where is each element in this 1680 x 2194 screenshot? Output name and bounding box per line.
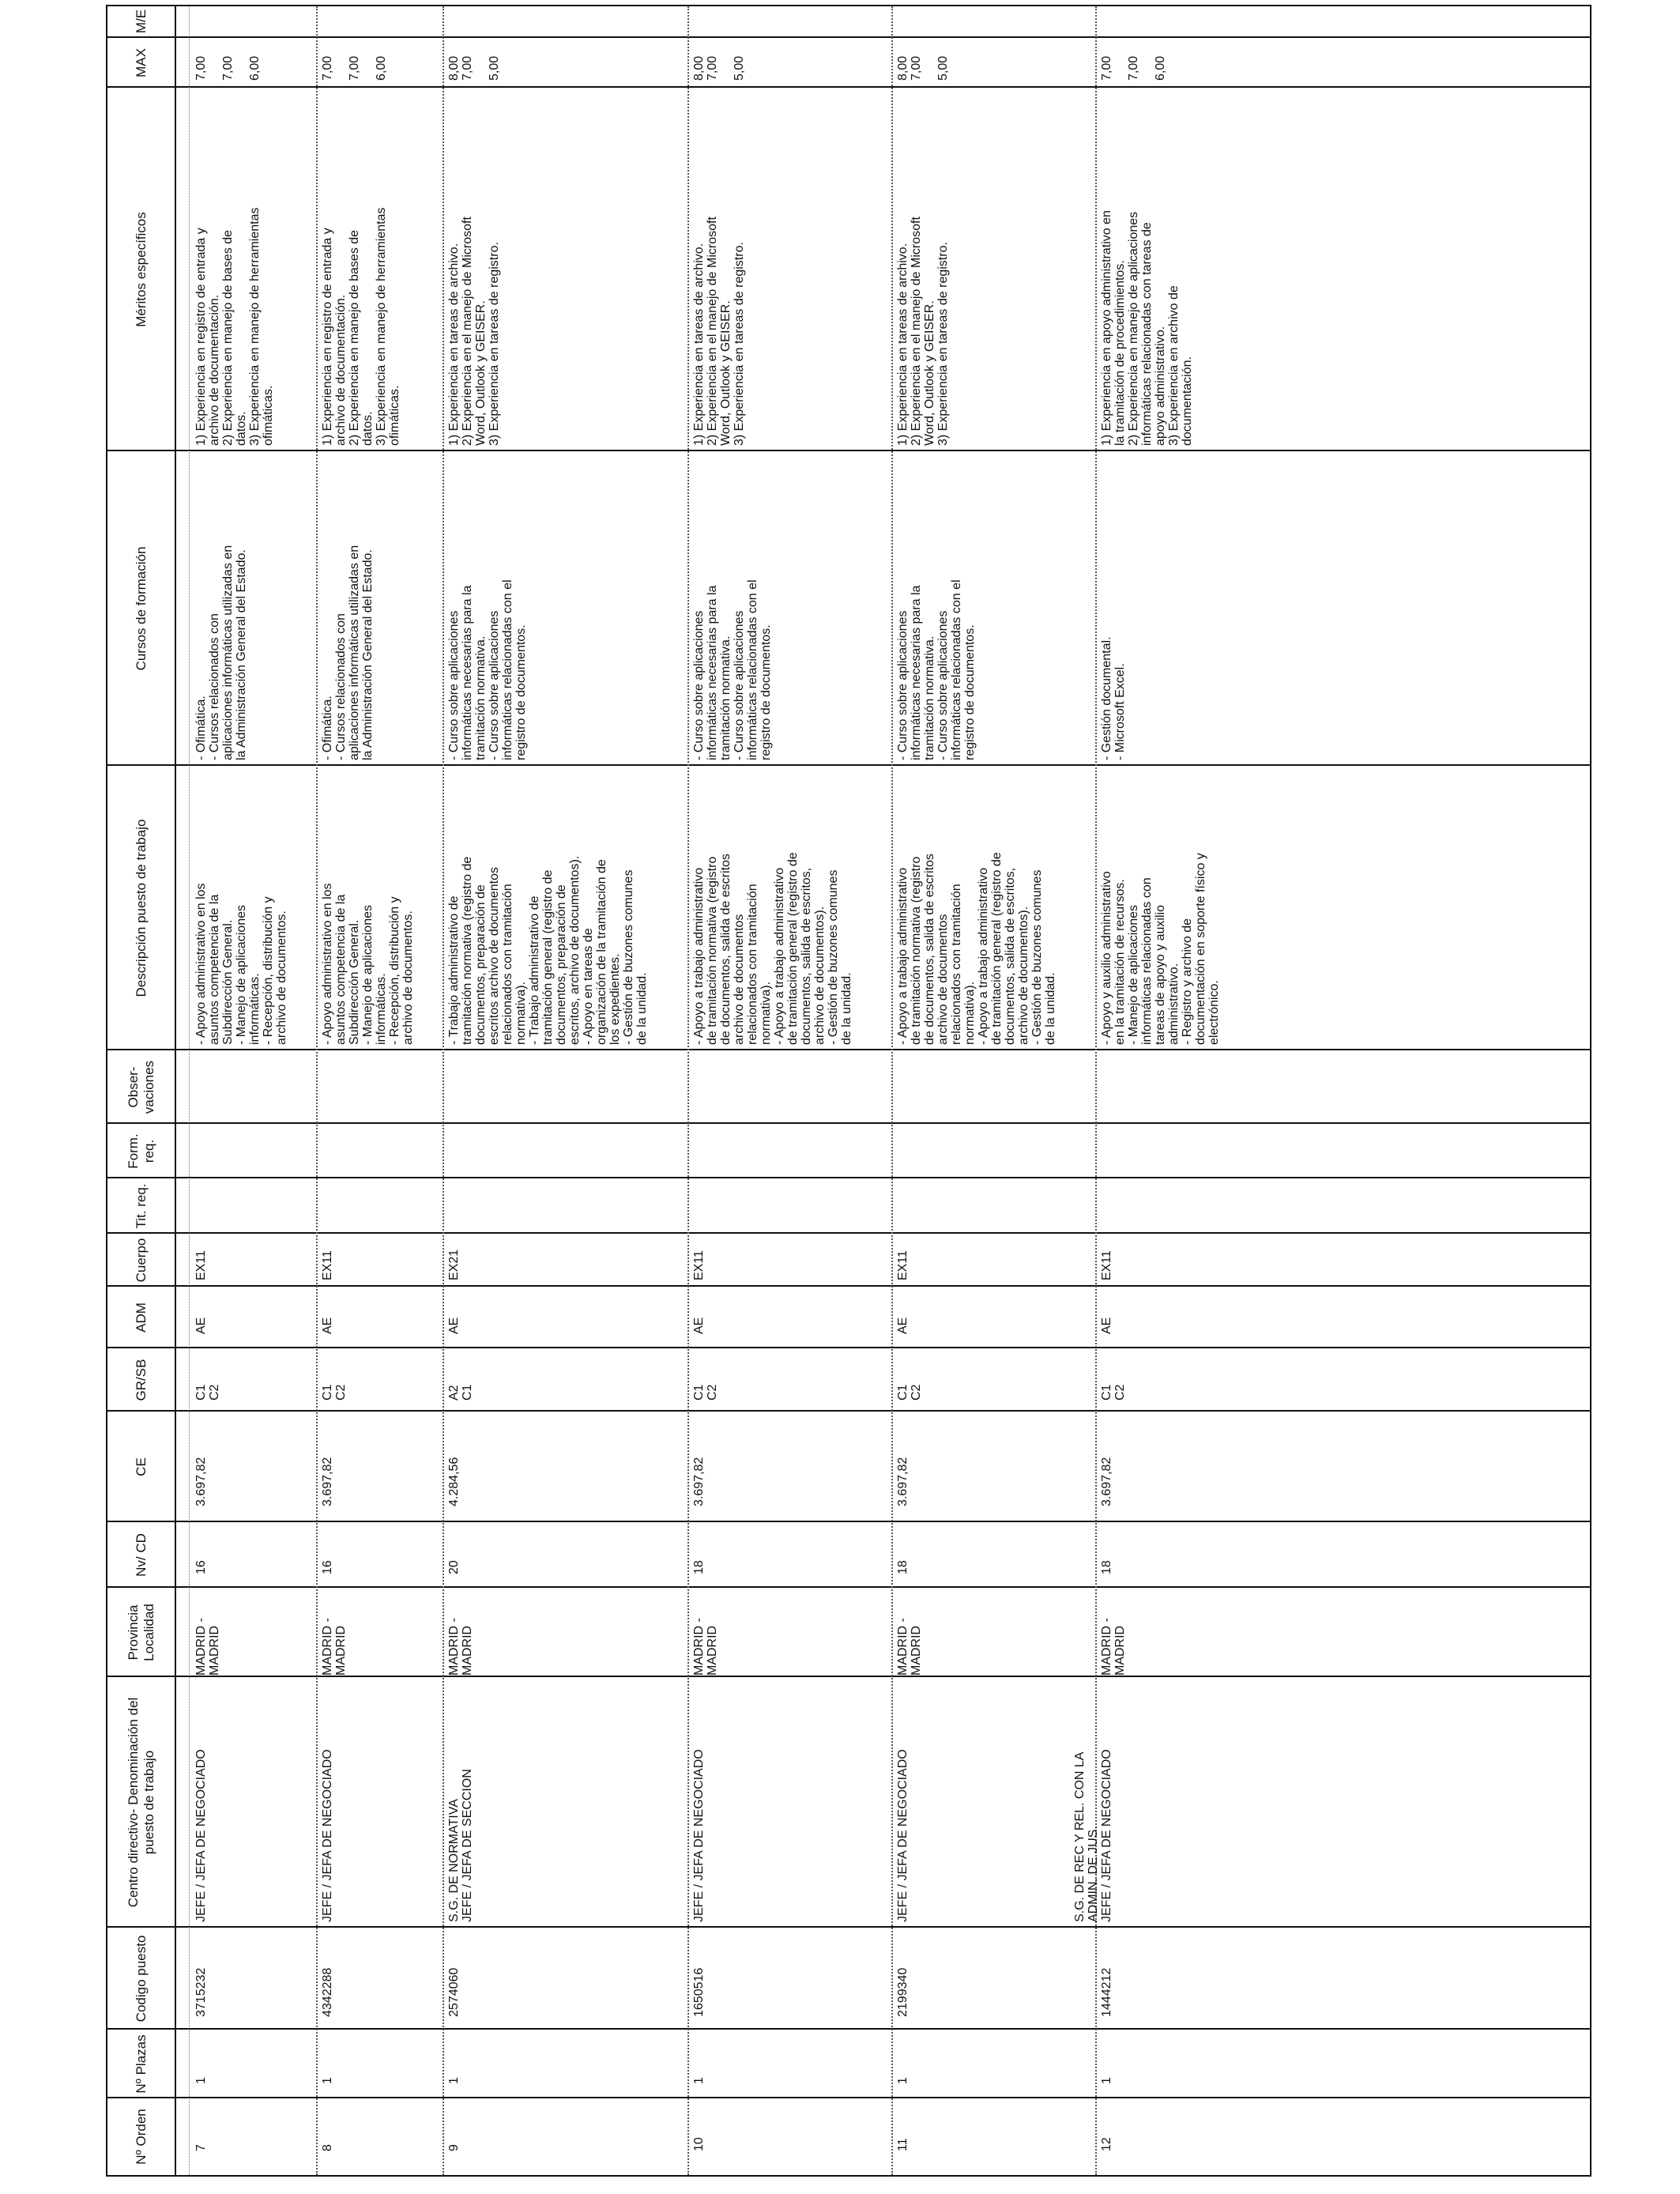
col-divider xyxy=(107,1586,1590,1588)
row-adm: AE xyxy=(1100,1317,1113,1334)
row-cursos: - Curso sobre aplicaciones informáticas necesarias para la tramitación normativa. - Curso sobre aplicaciones informáticas relacionadas con el registro de documentos. xyxy=(692,579,773,760)
row-adm: AE xyxy=(321,1317,334,1334)
row-cuerpo: EX11 xyxy=(1100,1250,1113,1280)
col-divider xyxy=(107,1122,1590,1124)
row-descripcion: - Apoyo administrativo en los asuntos competencia de la Subdirección General. - Manejo de aplicaciones informáticas. - Recepción, distribución y archivo de documentos. xyxy=(194,883,288,1045)
row-nivel: 16 xyxy=(194,1560,208,1574)
row-ce: 3.697,82 xyxy=(692,1457,706,1506)
row-cursos: - Ofimática. - Cursos relacionados con aplicaciones informáticas utilizadas en la Administración General del Estado. xyxy=(194,545,248,760)
row-descripcion: - Apoyo y auxilio administrativo en la tramitación de recursos. - Manejo de aplicaciones informáticas relacionadas con tareas de apoyo y auxilio administrativo. - Registro y archivo de documentación en soporte físico y electrónico. xyxy=(1100,853,1221,1045)
row-nivel: 18 xyxy=(1100,1560,1113,1574)
col-divider xyxy=(107,1347,1590,1348)
col-divider xyxy=(107,1232,1590,1234)
header-descripcion: Descripción puesto de trabajo xyxy=(133,819,149,997)
row-grupo: A2 C1 xyxy=(447,1384,474,1400)
row-max: 8,00 7,00 5,00 xyxy=(447,55,501,81)
row-meritos: 1) Experiencia en tareas de archivo. 2) Experiencia en el manejo de Microsoft Word, Outlook y GEISER. 3) Experiencia en tareas de registro. xyxy=(447,217,501,446)
col-divider xyxy=(107,1676,1590,1677)
col-divider xyxy=(107,1410,1590,1412)
row-nivel: 20 xyxy=(447,1560,461,1574)
header-grupo: GR/SB xyxy=(133,1359,149,1401)
header-observaciones: Obser- vaciones xyxy=(125,1060,156,1114)
row-separator xyxy=(891,6,893,2175)
row-max: 7,00 7,00 6,00 xyxy=(194,55,262,81)
header-cursos: Cursos de formación xyxy=(133,546,149,671)
col-divider xyxy=(107,86,1590,88)
row-codigo: 3715232 xyxy=(194,1967,208,2017)
row-plazas: 1 xyxy=(896,2077,910,2084)
col-divider xyxy=(107,764,1590,766)
row-puesto: JEFE / JEFA DE NEGOCIADO xyxy=(692,1749,706,1922)
row-ce: 4.284,56 xyxy=(447,1457,461,1506)
col-divider xyxy=(107,1285,1590,1287)
row-nivel: 16 xyxy=(321,1560,334,1574)
header-titulacion: Tit. req. xyxy=(133,1183,149,1229)
row-separator xyxy=(189,6,190,2175)
row-meritos: 1) Experiencia en tareas de archivo. 2) Experiencia en el manejo de Microsoft Word, Outlook y GEISER. 3) Experiencia en tareas de registro. xyxy=(692,217,746,446)
row-adm: AE xyxy=(692,1317,706,1334)
row-separator xyxy=(443,6,444,2175)
row-puesto: JEFE / JEFA DE NEGOCIADO xyxy=(1100,1749,1113,1922)
row-provincia: MADRID - MADRID xyxy=(896,1618,923,1676)
row-cuerpo: EX11 xyxy=(896,1250,910,1280)
row-orden: 8 xyxy=(321,2144,334,2151)
row-meritos: 1) Experiencia en registro de entrada y archivo de documentación. 2) Experiencia en manejo de bases de datos. 3) Experiencia en manejo de herramientas ofimáticas. xyxy=(194,207,275,446)
row-provincia: MADRID - MADRID xyxy=(321,1618,348,1676)
row-cursos: - Gestión documental. - Microsoft Excel. xyxy=(1100,636,1127,760)
row-puesto: JEFE / JEFA DE NEGOCIADO xyxy=(321,1749,334,1922)
row-codigo: 2574060 xyxy=(447,1967,461,2017)
row-cuerpo: EX11 xyxy=(692,1250,706,1280)
header-adm: ADM xyxy=(133,1302,149,1333)
header-meritos: Méritos específicos xyxy=(133,212,149,327)
row-puesto: JEFE / JEFA DE NEGOCIADO xyxy=(194,1749,208,1922)
header-me: M/E xyxy=(133,9,149,34)
row-codigo: 2199340 xyxy=(896,1967,910,2017)
row-max: 8,00 7,00 5,00 xyxy=(896,55,950,81)
header-provincia: Provincia Localidad xyxy=(125,1604,156,1661)
row-cursos: - Curso sobre aplicaciones informáticas necesarias para la tramitación normativa. - Curso sobre aplicaciones informáticas relacionadas con el registro de documentos. xyxy=(447,579,528,760)
header-orden: Nº Orden xyxy=(133,2109,149,2165)
row-max: 7,00 7,00 6,00 xyxy=(1100,55,1167,81)
row-separator xyxy=(316,6,318,2175)
header-nivel: Nv/ CD xyxy=(133,1533,149,1577)
row-plazas: 1 xyxy=(194,2077,208,2084)
header-ce: CE xyxy=(133,1457,149,1476)
positions-table xyxy=(106,5,1591,2177)
col-divider xyxy=(107,2028,1590,2030)
row-grupo: C1 C2 xyxy=(194,1384,221,1400)
row-unidad: S.G. DE NORMATIVA xyxy=(447,1799,461,1922)
col-divider xyxy=(107,1177,1590,1178)
row-ce: 3.697,82 xyxy=(1100,1457,1113,1506)
row-provincia: MADRID - MADRID xyxy=(194,1618,221,1676)
row-ce: 3.697,82 xyxy=(896,1457,910,1506)
row-meritos: 1) Experiencia en apoyo administrativo en la tramitación de procedimientos. 2) Experiencia en manejo de aplicaciones informáticas relacionadas con tareas de apoyo administrativo. 3) Experiencia en archivo de documentación. xyxy=(1100,210,1194,446)
row-max: 8,00 7,00 5,00 xyxy=(692,55,746,81)
row-plazas: 1 xyxy=(1100,2077,1113,2084)
header-formacion: Form. req. xyxy=(125,1133,156,1169)
row-nivel: 18 xyxy=(692,1560,706,1574)
row-codigo: 4342288 xyxy=(321,1967,334,2017)
row-orden: 7 xyxy=(194,2144,208,2151)
row-provincia: MADRID - MADRID xyxy=(447,1618,474,1676)
row-plazas: 1 xyxy=(447,2077,461,2084)
row-adm: AE xyxy=(896,1317,910,1334)
row-descripcion: - Apoyo a trabajo administrativo de tramitación normativa (registro de documentos, salida de escritos archivo de documentos relacionados con tramitación normativa). - Apoyo a trabajo administrativo de tramitación general (registro de documentos, salida de escritos, archivo de documentos). - Gestión de buzones comunes de la unidad. xyxy=(896,852,1057,1045)
row-descripcion: - Apoyo a trabajo administrativo de tramitación normativa (registro de documentos, salida de escritos archivo de documentos relacionados con tramitación normativa). - Apoyo a trabajo administrativo de tramitación general (registro de documentos, salida de escritos, archivo de documentos). - Gestión de buzones comunes de la unidad. xyxy=(692,852,853,1045)
header-plazas: Nº Plazas xyxy=(133,2034,149,2094)
row-cuerpo: EX11 xyxy=(321,1250,334,1280)
row-orden: 12 xyxy=(1100,2137,1113,2151)
row-puesto: JEFE / JEFA DE NEGOCIADO xyxy=(896,1749,910,1922)
col-divider xyxy=(107,36,1590,38)
header-divider xyxy=(175,6,176,2175)
row-grupo: C1 C2 xyxy=(321,1384,348,1400)
row-plazas: 1 xyxy=(321,2077,334,2084)
row-adm: AE xyxy=(194,1317,208,1334)
col-divider xyxy=(107,450,1590,451)
row-ce: 3.697,82 xyxy=(321,1457,334,1506)
row-plazas: 1 xyxy=(692,2077,706,2084)
header-cuerpo: Cuerpo xyxy=(133,1238,149,1283)
row-nivel: 18 xyxy=(896,1560,910,1574)
row-adm: AE xyxy=(447,1317,461,1334)
row-descripcion: - Trabajo administrativo de tramitación normativa (registro de documentos, preparación de escritos archivo de documentos relacionados con tramitación normativa). - Trabajo administrativo de tramitación general (registro de documentos, preparación de escritos, archivo de documentos). - Apoyo en tareas de organización de la tramitación de los expedientes. - Gestión de buzones comunes de la unidad. xyxy=(447,855,649,1045)
row-cuerpo: EX11 xyxy=(194,1250,208,1280)
col-divider xyxy=(107,2097,1590,2098)
col-divider xyxy=(107,1521,1590,1522)
row-cursos: - Curso sobre aplicaciones informáticas necesarias para la tramitación normativa. - Curso sobre aplicaciones informáticas relacionadas con el registro de documentos. xyxy=(896,579,977,760)
row-grupo: C1 C2 xyxy=(1100,1384,1127,1400)
row-provincia: MADRID - MADRID xyxy=(692,1618,719,1676)
row-orden: 9 xyxy=(447,2144,461,2151)
row-grupo: C1 C2 xyxy=(896,1384,923,1400)
row-cuerpo: EX21 xyxy=(447,1249,461,1280)
header-centro: Centro directivo- Denominación del puesto de trabajo xyxy=(125,1697,156,1908)
col-divider xyxy=(107,1049,1590,1050)
row-codigo: 1650516 xyxy=(692,1967,706,2017)
row-codigo: 1444212 xyxy=(1100,1967,1113,2017)
row-provincia: MADRID - MADRID xyxy=(1100,1618,1127,1676)
row-orden: 11 xyxy=(896,2138,910,2151)
row-meritos: 1) Experiencia en tareas de archivo. 2) Experiencia en el manejo de Microsoft Word, Outlook y GEISER. 3) Experiencia en tareas de registro. xyxy=(896,217,950,446)
row-cursos: - Ofimática. - Cursos relacionados con aplicaciones informáticas utilizadas en la Administración General del Estado. xyxy=(321,545,375,760)
col-divider xyxy=(107,1926,1590,1928)
row-puesto: JEFE / JEFA DE SECCION xyxy=(461,1769,474,1922)
row-ce: 3.697,82 xyxy=(194,1457,208,1506)
row-unidad: S.G. DE REC Y REL. CON LA ADMIN. DE JUS. xyxy=(1073,1751,1100,1922)
header-max: MAX xyxy=(133,48,149,77)
row-separator xyxy=(687,6,689,2175)
row-max: 7,00 7,00 6,00 xyxy=(321,55,388,81)
row-orden: 10 xyxy=(692,2137,706,2151)
row-descripcion: - Apoyo administrativo en los asuntos competencia de la Subdirección General. - Manejo de aplicaciones informáticas. - Recepción, distribución y archivo de documentos. xyxy=(321,883,415,1045)
row-grupo: C1 C2 xyxy=(692,1384,719,1400)
header-codigo: Codigo puesto xyxy=(133,1935,149,2022)
row-meritos: 1) Experiencia en registro de entrada y archivo de documentación. 2) Experiencia en manejo de bases de datos. 3) Experiencia en manejo de herramientas ofimáticas. xyxy=(321,207,401,446)
